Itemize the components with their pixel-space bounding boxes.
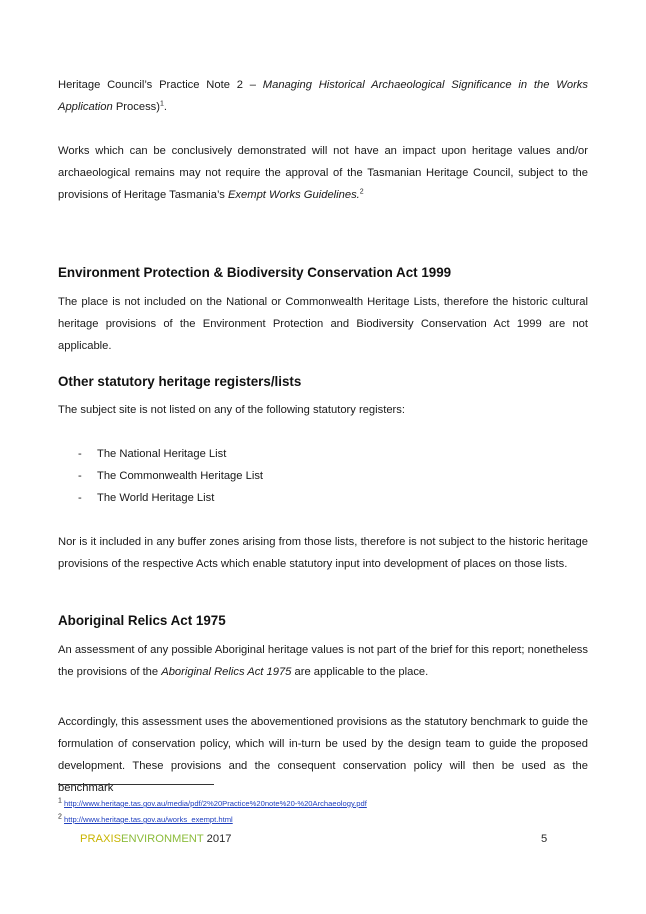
relics-act-title: Aboriginal Relics Act 1975 bbox=[161, 666, 292, 678]
paragraph-exempt-works: Works which can be conclusively demonstrated will not have an impact upon heritage values and/or archaeological remains may not require the approval of the Tasmanian Heritage Council, subject to the provisions of Heritage Tasmania’s Exempt Works Guidelines.$^2$ bbox=[58, 145, 588, 201]
heading-aboriginal-relics: Aboriginal Relics Act 1975 bbox=[58, 613, 226, 628]
footnote-2: $^2$ http://www.heritage.tas.gov.au/works_exempt.html bbox=[58, 813, 233, 824]
heading-epbc-act: Environment Protection & Biodiversity Conservation Act 1999 bbox=[58, 265, 452, 280]
brand-praxis: PRAXIS bbox=[80, 833, 122, 845]
footer-year: 2017 bbox=[206, 833, 232, 845]
paragraph-aboriginal-relics: An assessment of any possible Aboriginal heritage values is not part of the brief for this report; nonetheless the provisions of the Aboriginal Relics Act 1975 are applicable to the place. bbox=[58, 644, 588, 678]
paragraph-epbc: The place is not included on the National or Commonwealth Heritage Lists, therefore the historic cultural heritage provisions of the Environment Protection and Biodiversity Conservation Act 1999 are not applicable. bbox=[58, 296, 588, 352]
list-item: - The World Heritage List bbox=[78, 492, 215, 504]
footer-brand bbox=[80, 833, 232, 845]
footnote-link-1[interactable]: http://www.heritage.tas.gov.au/media/pdf/2%20Practice%20note%20-%20Archaeology.pdf bbox=[64, 799, 367, 808]
footnote-divider bbox=[58, 784, 214, 785]
footnote-1: $^1$ http://www.heritage.tas.gov.au/media/pdf/2%20Practice%20note%20-%20Archaeology.pdf bbox=[58, 797, 367, 808]
list-item: - The Commonwealth Heritage List bbox=[78, 470, 264, 482]
practice-note-title: Managing Historical Archaeological Significance in the Works Application bbox=[58, 79, 588, 113]
brand-environment: ENVIRONMENT bbox=[121, 833, 204, 845]
page-number: 5 bbox=[541, 833, 548, 845]
footnote-ref-1[interactable]: 1 bbox=[159, 100, 164, 108]
heading-other-registers: Other statutory heritage registers/lists bbox=[58, 374, 302, 389]
paragraph-accordingly: Accordingly, this assessment uses the abovementioned provisions as the statutory benchmark to guide the formulation of conservation policy, which will in-turn be used by the design team to guide the proposed development. These provisions and the consequent conservation policy will then be used as the benchmark bbox=[58, 716, 588, 794]
list-item: - The National Heritage List bbox=[78, 448, 227, 460]
footnote-link-2[interactable]: http://www.heritage.tas.gov.au/works_exempt.html bbox=[64, 815, 233, 824]
exempt-works-title: Exempt Works Guidelines. bbox=[227, 189, 360, 201]
paragraph-practice-note: Heritage Council’s Practice Note 2 – Managing Historical Archaeological Significance in the Works Application Process)$^1$. bbox=[58, 79, 588, 113]
paragraph-registers-outro: Nor is it included in any buffer zones arising from those lists, therefore is not subject to the historic heritage provisions of the respective Acts which enable statutory input into development of places on those lists. bbox=[58, 536, 588, 570]
footnote-ref-2[interactable]: 2 bbox=[359, 188, 364, 196]
paragraph-registers-intro: The subject site is not listed on any of the following statutory registers: bbox=[58, 404, 405, 416]
